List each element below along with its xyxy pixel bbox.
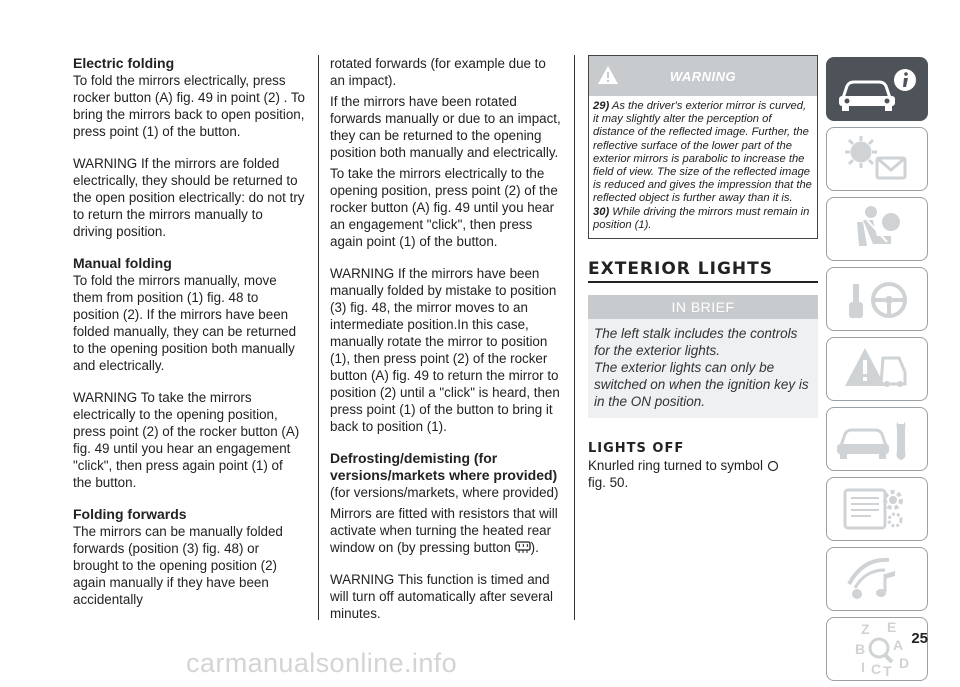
rotated-impact-text: If the mirrors have been rotated forwards manually or due to an impact, they can be returned to the opening position both manually and electrically. bbox=[330, 94, 561, 160]
airbag-seat-icon bbox=[827, 198, 927, 260]
warning-box bbox=[588, 55, 818, 239]
timed-function-warning: WARNING This function is timed and will turn off automatically after several minutes. bbox=[330, 572, 554, 621]
in-brief-text-2: The exterior lights can only be switched on when the ignition key is in the ON position. bbox=[594, 360, 809, 410]
emergency-icon bbox=[827, 338, 927, 400]
multimedia-icon bbox=[827, 548, 927, 610]
rotated-forwards-text: rotated forwards (for example due to an impact). bbox=[330, 56, 546, 88]
in-brief-text-1: The left stalk includes the controls for the exterior lights. bbox=[594, 326, 798, 359]
tab-starting-driving[interactable] bbox=[826, 267, 928, 331]
folding-forwards-heading: Folding forwards bbox=[73, 506, 187, 522]
heated-mirror-text-start: Mirrors are fitted with resistors that will activate when turning the heated rear window on (by pressing button bbox=[330, 506, 558, 555]
index-letter-b: B bbox=[855, 641, 866, 657]
specs-gear-icon bbox=[827, 478, 927, 540]
index-letter-d: D bbox=[899, 655, 910, 671]
electric-folding-heading: Electric folding bbox=[73, 55, 175, 71]
warning-box-body bbox=[589, 96, 817, 238]
column-divider-1 bbox=[318, 55, 319, 620]
column-right bbox=[588, 55, 818, 491]
page-number: 25 bbox=[911, 630, 928, 647]
lights-off-symbol-icon bbox=[767, 460, 779, 472]
heated-mirror-text-end: ). bbox=[530, 540, 539, 555]
warning-note-30 bbox=[593, 206, 813, 232]
warning-triangle-icon bbox=[597, 65, 619, 85]
tab-multimedia[interactable] bbox=[826, 547, 928, 611]
exterior-lights-title: EXTERIOR LIGHTS bbox=[588, 261, 818, 283]
electric-folding-text: To fold the mirrors electrically, press rocker button (A) fig. 49 in point (2) . To bring the mirrors back to open position, press point (1) of the button. bbox=[73, 73, 305, 139]
tab-index[interactable] bbox=[826, 617, 928, 681]
tab-safety[interactable] bbox=[826, 197, 928, 261]
index-letter-t: T bbox=[883, 663, 892, 679]
heated-rear-window-icon bbox=[515, 541, 531, 554]
manual-folding-heading: Manual folding bbox=[73, 255, 172, 271]
tab-servicing-care[interactable] bbox=[826, 407, 928, 471]
heated-mirror-text bbox=[330, 505, 562, 556]
index-search-icon bbox=[827, 618, 927, 680]
note-number-30: 30) bbox=[593, 205, 610, 218]
versions-note: (for versions/markets, where provided) bbox=[330, 485, 559, 500]
watermark-text: carmanualsonline.info bbox=[186, 648, 458, 678]
index-letter-c: C bbox=[871, 661, 882, 677]
folding-forwards-text: The mirrors can be manually folded forwards (position (3) fig. 48) or brought to the opening position (2) again manually if they have been accidentally bbox=[73, 524, 283, 607]
electric-open-text: To take the mirrors electrically to the opening position, press point (2) of the rocker button (A) fig. 49 until you hear an engagement "click", then press again point (1) of the button. bbox=[330, 166, 558, 249]
lights-off-text-start: Knurled ring turned to symbol bbox=[588, 458, 763, 474]
car-wrench-icon bbox=[827, 408, 927, 470]
lights-off-title: LIGHTS OFF bbox=[588, 441, 685, 457]
index-letter-z: Z bbox=[861, 621, 870, 637]
warning-note-29 bbox=[593, 100, 813, 206]
in-brief-body bbox=[588, 319, 818, 418]
column-left bbox=[73, 55, 305, 623]
tab-getting-to-know-car[interactable] bbox=[826, 57, 928, 121]
tab-emergency[interactable] bbox=[826, 337, 928, 401]
column-middle bbox=[330, 55, 562, 637]
tab-technical-data[interactable] bbox=[826, 477, 928, 541]
note-text-29: As the driver's exterior mirror is curved, it may slightly alter the perception of distance of the reflected image. Further, the reflective surface of the lower part of the exterior mirrors is parabolic to increase the field of view. The size of the reflected image is reduced and gives the impression that the reflected object is further away than it is. bbox=[593, 100, 812, 205]
warning-box-title: WARNING bbox=[669, 68, 737, 84]
car-info-icon bbox=[827, 58, 927, 120]
column-divider-2 bbox=[574, 55, 575, 620]
key-steering-icon bbox=[827, 268, 927, 330]
in-brief-bar: IN BRIEF bbox=[588, 295, 818, 319]
defrosting-heading: Defrosting/demisting (for versions/markets where provided) bbox=[330, 450, 558, 483]
lights-envelope-icon bbox=[827, 128, 927, 190]
index-letter-e: E bbox=[887, 619, 897, 635]
note-number-29: 29) bbox=[593, 100, 610, 112]
tab-lights-indicators[interactable] bbox=[826, 127, 928, 191]
note-text-30: While driving the mirrors must remain in position (1). bbox=[593, 205, 810, 231]
lights-off-text bbox=[588, 457, 818, 474]
manual-folding-text: To fold the mirrors manually, move them from position (1) fig. 48 to position (2). If the mirrors have been folded manually, they can be returned to the opening position both manually and electrically. bbox=[73, 273, 297, 373]
index-letter-a: A bbox=[893, 637, 904, 653]
lights-off-figure-ref: fig. 50. bbox=[588, 475, 629, 491]
chapter-sidebar bbox=[826, 57, 928, 687]
warning-box-header bbox=[589, 56, 817, 96]
manual-folding-warning: WARNING To take the mirrors electrically to the opening position, press point (2) of the rocker button (A) fig. 49 until you hear an engagement "click", then press again point (1) of the button. bbox=[73, 390, 300, 490]
electric-folding-warning: WARNING If the mirrors are folded electrically, they should be returned to the open position electrically: do not try to return the mirrors manually to driving position. bbox=[73, 156, 305, 239]
mistake-fold-warning: WARNING If the mirrors have been manually folded by mistake to position (3) fig. 48, the mirror moves to an intermediate position.In this case, manually rotate the mirror to position (1), then press point (2) of the rocker button (A) fig. 49 to return the mirror to position (2) until a "click" is heard, then press point (1) of the button to bring it back to position (1). bbox=[330, 266, 560, 434]
index-letter-i: I bbox=[861, 659, 865, 675]
